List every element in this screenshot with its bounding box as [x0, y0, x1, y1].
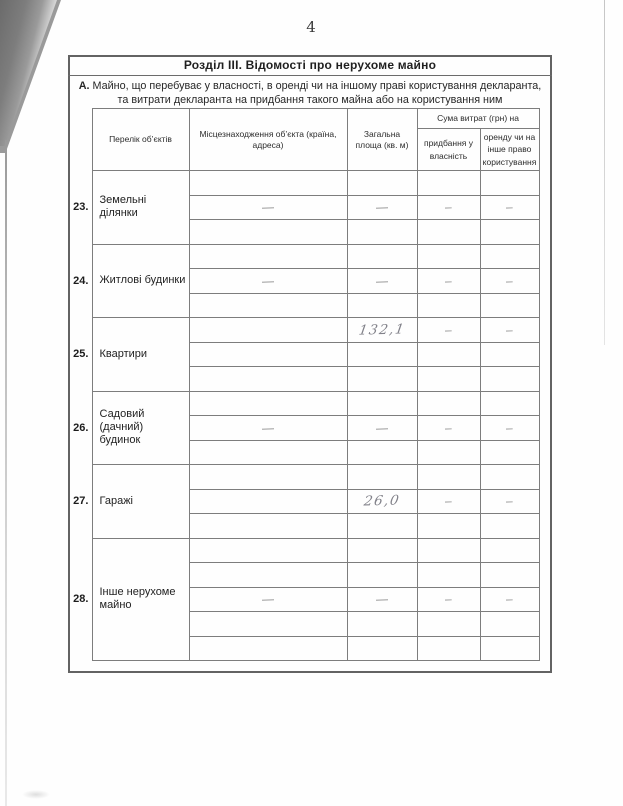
- empty-dash: –: [505, 592, 514, 607]
- cell-location: [189, 465, 347, 490]
- empty-dash: –: [505, 273, 514, 288]
- item-label: Квартири: [92, 318, 189, 392]
- cell-rent: [480, 538, 539, 563]
- empty-dash: –: [444, 273, 453, 288]
- cell-area: [347, 489, 417, 514]
- empty-dash: –: [444, 322, 453, 337]
- cell-area: [347, 269, 417, 294]
- section-subtitle-line2: та витрати декларанта на придбання такого майна або на користування ним: [117, 93, 503, 106]
- cell-purchase: [417, 587, 480, 612]
- empty-dash: —: [375, 592, 389, 607]
- cell-location: [189, 367, 347, 392]
- cell-location: [189, 244, 347, 269]
- empty-dash: —: [375, 420, 389, 435]
- cell-purchase: [417, 171, 480, 196]
- table-row: [70, 465, 539, 490]
- header-area: Загальна площа (кв. м): [347, 109, 417, 171]
- empty-dash: –: [505, 494, 514, 509]
- cell-purchase: [417, 416, 480, 441]
- header-objects: Перелік об’єктів: [92, 109, 189, 171]
- cell-purchase: [417, 636, 480, 661]
- handwritten-value: 132,1: [357, 321, 407, 339]
- cell-purchase: [417, 244, 480, 269]
- property-table: [70, 108, 540, 661]
- cell-purchase: [417, 391, 480, 416]
- cell-location: [189, 538, 347, 563]
- empty-dash: –: [505, 200, 514, 215]
- section-title: Розділ III. Відомості про нерухоме майно: [68, 55, 552, 76]
- table-row: [70, 244, 539, 269]
- cell-rent: [480, 367, 539, 392]
- cell-purchase: [417, 514, 480, 539]
- cell-area: [347, 342, 417, 367]
- cell-rent: [480, 220, 539, 245]
- table-row: [70, 538, 539, 563]
- cell-rent: [480, 391, 539, 416]
- cell-purchase: [417, 342, 480, 367]
- cell-location: [189, 563, 347, 588]
- scan-left-edge-line: [5, 140, 7, 806]
- cell-area: [347, 416, 417, 441]
- item-label: Земельні ділянки: [92, 171, 189, 245]
- cell-rent: [480, 636, 539, 661]
- empty-dash: —: [261, 420, 275, 435]
- empty-dash: —: [375, 200, 389, 215]
- cell-purchase: [417, 220, 480, 245]
- cell-area: [347, 465, 417, 490]
- cell-area: [347, 440, 417, 465]
- empty-dash: —: [261, 273, 275, 288]
- cell-purchase: [417, 538, 480, 563]
- cell-rent: [480, 244, 539, 269]
- cell-location: [189, 220, 347, 245]
- cell-location: [189, 318, 347, 343]
- header-rent: оренду чи на інше право користування: [480, 129, 539, 171]
- scan-smudge: [22, 790, 50, 799]
- cell-purchase: [417, 489, 480, 514]
- cell-location: [189, 391, 347, 416]
- cell-purchase: [417, 367, 480, 392]
- empty-dash: –: [444, 420, 453, 435]
- item-number: 28.: [70, 538, 92, 661]
- cell-rent: [480, 563, 539, 588]
- cell-purchase: [417, 318, 480, 343]
- item-number: 25.: [70, 318, 92, 392]
- cell-rent: [480, 195, 539, 220]
- cell-purchase: [417, 612, 480, 637]
- cell-area: [347, 391, 417, 416]
- cell-location: [189, 416, 347, 441]
- number-gutter: [70, 109, 92, 171]
- cell-area: [347, 367, 417, 392]
- scan-corner-wedge: [0, 0, 57, 146]
- cell-purchase: [417, 465, 480, 490]
- cell-rent: [480, 465, 539, 490]
- cell-rent: [480, 318, 539, 343]
- header-purchase: придбання у власність: [417, 129, 480, 171]
- cell-area: [347, 171, 417, 196]
- cell-purchase: [417, 440, 480, 465]
- cell-location: [189, 514, 347, 539]
- cell-area: [347, 293, 417, 318]
- handwritten-value: 26,0: [362, 492, 402, 510]
- cell-location: [189, 269, 347, 294]
- scan-right-edge-line: [604, 0, 605, 345]
- cell-area: [347, 195, 417, 220]
- item-number: 27.: [70, 465, 92, 539]
- cell-purchase: [417, 195, 480, 220]
- cell-area: [347, 244, 417, 269]
- table-row: [70, 318, 539, 343]
- empty-dash: –: [444, 592, 453, 607]
- section-subtitle-line1: Майно, що перебуває у власності, в оренді чи на іншому праві користування декларанта,: [92, 80, 542, 92]
- item-number: 23.: [70, 171, 92, 245]
- cell-rent: [480, 293, 539, 318]
- cell-purchase: [417, 293, 480, 318]
- empty-dash: –: [444, 494, 453, 509]
- cell-area: [347, 612, 417, 637]
- empty-dash: –: [444, 200, 453, 215]
- empty-dash: —: [261, 200, 275, 215]
- header-location: Місцезнаходження об’єкта (країна, адреса): [189, 109, 347, 171]
- cell-rent: [480, 416, 539, 441]
- table-row: [70, 391, 539, 416]
- cell-location: [189, 171, 347, 196]
- cell-location: [189, 440, 347, 465]
- cell-location: [189, 612, 347, 637]
- item-number: 24.: [70, 244, 92, 318]
- section-subtitle: [71, 80, 549, 107]
- cell-location: [189, 195, 347, 220]
- cell-area: [347, 636, 417, 661]
- cell-area: [347, 563, 417, 588]
- cell-rent: [480, 269, 539, 294]
- cell-location: [189, 293, 347, 318]
- cell-area: [347, 587, 417, 612]
- item-number: 26.: [70, 391, 92, 465]
- cell-rent: [480, 514, 539, 539]
- cell-rent: [480, 612, 539, 637]
- cell-area: [347, 220, 417, 245]
- cell-area: [347, 538, 417, 563]
- empty-dash: —: [261, 592, 275, 607]
- cell-rent: [480, 587, 539, 612]
- cell-rent: [480, 489, 539, 514]
- cell-location: [189, 587, 347, 612]
- cell-rent: [480, 342, 539, 367]
- cell-rent: [480, 171, 539, 196]
- empty-dash: –: [505, 322, 514, 337]
- table-row: [70, 171, 539, 196]
- empty-dash: —: [375, 273, 389, 288]
- cell-area: [347, 318, 417, 343]
- cell-location: [189, 636, 347, 661]
- cell-purchase: [417, 269, 480, 294]
- cell-location: [189, 489, 347, 514]
- item-label: Інше нерухоме майно: [92, 538, 189, 661]
- section-letter: А.: [78, 80, 90, 92]
- cell-location: [189, 342, 347, 367]
- page-number: 4: [306, 18, 316, 36]
- item-label: Садовий (дачний) будинок: [92, 391, 189, 465]
- cell-rent: [480, 440, 539, 465]
- header-costs: Сума витрат (грн) на: [417, 109, 539, 129]
- empty-dash: –: [505, 420, 514, 435]
- cell-purchase: [417, 563, 480, 588]
- item-label: Гаражі: [92, 465, 189, 539]
- item-label: Житлові будинки: [92, 244, 189, 318]
- cell-area: [347, 514, 417, 539]
